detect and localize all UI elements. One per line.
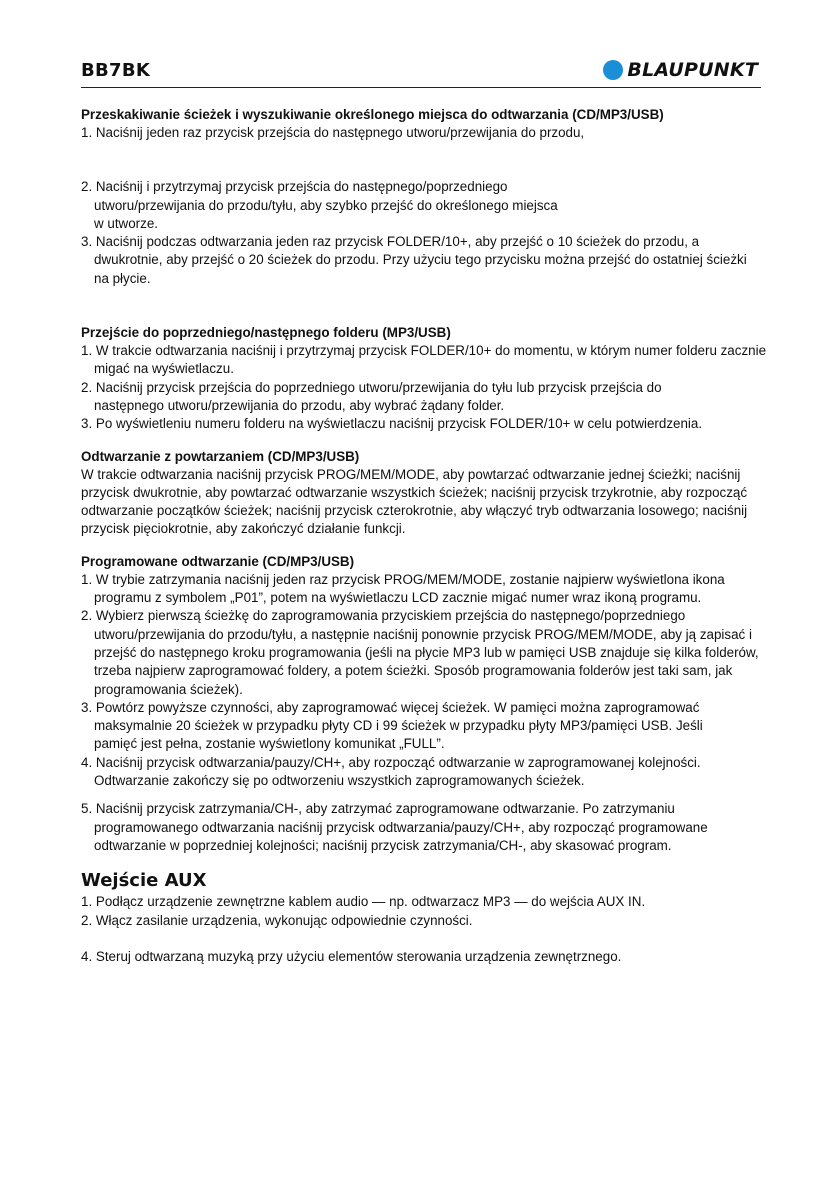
- section-title-skip: Przeskakiwanie ścieżek i wyszukiwanie określonego miejsca do odtwarzania (CD/MP3/USB): [81, 107, 664, 122]
- list-item: 1. W trakcie odtwarzania naciśnij i przytrzymaj przycisk FOLDER/10+ do momentu, w którym numer folderu zacznie migać na wyświetlaczu.: [81, 343, 767, 377]
- list-item: 1. Podłącz urządzenie zewnętrzne kablem audio — np. odtwarzacz MP3 — do wejścia AUX IN.: [81, 894, 646, 910]
- page-header: [81, 58, 758, 88]
- list-item: 3. Po wyświetleniu numeru folderu na wyświetlaczu naciśnij przycisk FOLDER/10+ w celu potwierdzenia.: [81, 416, 703, 432]
- list-item: 2. Naciśnij przycisk przejścia do poprzedniego utworu/przewijania do tyłu lub przycisk przejścia do następnego utworu/przewijania do przodu, aby wybrać żądany folder.: [81, 379, 662, 413]
- section-title-program: Programowane odtwarzanie (CD/MP3/USB): [81, 553, 355, 569]
- section-title-aux: Wejście AUX: [81, 870, 207, 892]
- section-program: [81, 553, 771, 855]
- list-item: 3. Powtórz powyższe czynności, aby zaprogramować więcej ścieżek. W pamięci można zaprogramować maksymalnie 20 ścieżek w przypadku płyty CD i 99 ścieżek w przypadku płyty MP3/pamięci USB. Jeśli pamięć jest pełna, zostanie wyświetlony komunikat „FULL”.: [81, 699, 703, 752]
- brand-name: BLAUPUNKT: [627, 59, 758, 81]
- section-title-repeat: Odtwarzanie z powtarzaniem (CD/MP3/USB): [81, 448, 360, 464]
- section-title-folder: Przejście do poprzedniego/następnego folderu (MP3/USB): [81, 325, 451, 341]
- section-skip: [81, 106, 771, 288]
- page-content: [81, 106, 771, 966]
- list-item: 1. Naciśnij jeden raz przycisk przejścia do następnego utworu/przewijania do przodu,: [81, 125, 585, 140]
- list-item: 1. W trybie zatrzymania naciśnij jeden raz przycisk PROG/MEM/MODE, zostanie najpierw wyświetlona ikona programu z symbolem „P01”, potem na wyświetlaczu LCD zacznie migać numer wraz ikoną programu.: [81, 571, 725, 606]
- list-item: 2. Wybierz pierwszą ścieżkę do zaprogramowania przyciskiem przejścia do następnego/poprzedniego utworu/przewijania do przodu/tyłu, a następnie naciśnij ponownie przycisk PROG/MEM/MODE, aby ją zapisać i przejść do następnego kroku programowania (jeśli na płycie MP3 lub w pamięci USB znajduje się kilka folderów, trzeba najpierw zaprogramować foldery, a potem ścieżki. Sposób programowania folderów jest taki sam, jak programowania ścieżek).: [81, 608, 759, 697]
- section-text-repeat: W trakcie odtwarzania naciśnij przycisk PROG/MEM/MODE, aby powtarzać odtwarzanie jednej ścieżki; naciśnij przycisk dwukrotnie, aby powtarzać odtwarzanie wszystkich ścieżek; naciśnij przycisk trzykrotnie, aby rozpocząć odtwarzanie początków ścieżek; naciśnij przycisk czterokrotnie, aby włączyć tryb odtwarzania losowego; naciśnij przycisk pięciokrotnie, aby zakończyć działanie funkcji.: [81, 466, 748, 537]
- list-item: 3. Naciśnij podczas odtwarzania jeden raz przycisk FOLDER/10+, aby przejść o 10 ścieżek do przodu, a dwukrotnie, aby przejść o 20 ścieżek do przodu. Przy użyciu tego przycisku można przejść do ostatniej ścieżki na płycie.: [81, 234, 747, 286]
- brand-dot-icon: [603, 60, 623, 80]
- section-repeat: [81, 448, 771, 539]
- model-name: BB7BK: [81, 60, 151, 81]
- list-item: 4. Steruj odtwarzaną muzyką przy użyciu elementów sterowania urządzenia zewnętrznego.: [81, 948, 622, 964]
- list-item: 4. Naciśnij przycisk odtwarzania/pauzy/CH+, aby rozpocząć odtwarzanie w zaprogramowanej kolejności. Odtwarzanie zakończy się po odtworzeniu wszystkich zaprogramowanych ścieżek.: [81, 754, 701, 789]
- section-folder: [81, 324, 771, 433]
- brand-logo: [603, 58, 758, 82]
- list-item: 2. Naciśnij i przytrzymaj przycisk przejścia do następnego/poprzedniego utworu/przewijania do przodu/tyłu, aby szybko przejść do określonego miejsca w utworze.: [81, 179, 558, 231]
- section-aux: [81, 869, 771, 966]
- list-item: 5. Naciśnij przycisk zatrzymania/CH-, aby zatrzymać zaprogramowane odtwarzanie. Po zatrzymaniu programowanego odtwarzania naciśnij przycisk odtwarzania/pauzy/CH+, aby rozpocząć programowane odtwarzanie w poprzedniej kolejności; naciśnij przycisk zatrzymania/CH-, aby skasować program.: [81, 801, 708, 853]
- list-item: 2. Włącz zasilanie urządzenia, wykonując odpowiednie czynności.: [81, 912, 473, 928]
- header-rule: [81, 87, 761, 88]
